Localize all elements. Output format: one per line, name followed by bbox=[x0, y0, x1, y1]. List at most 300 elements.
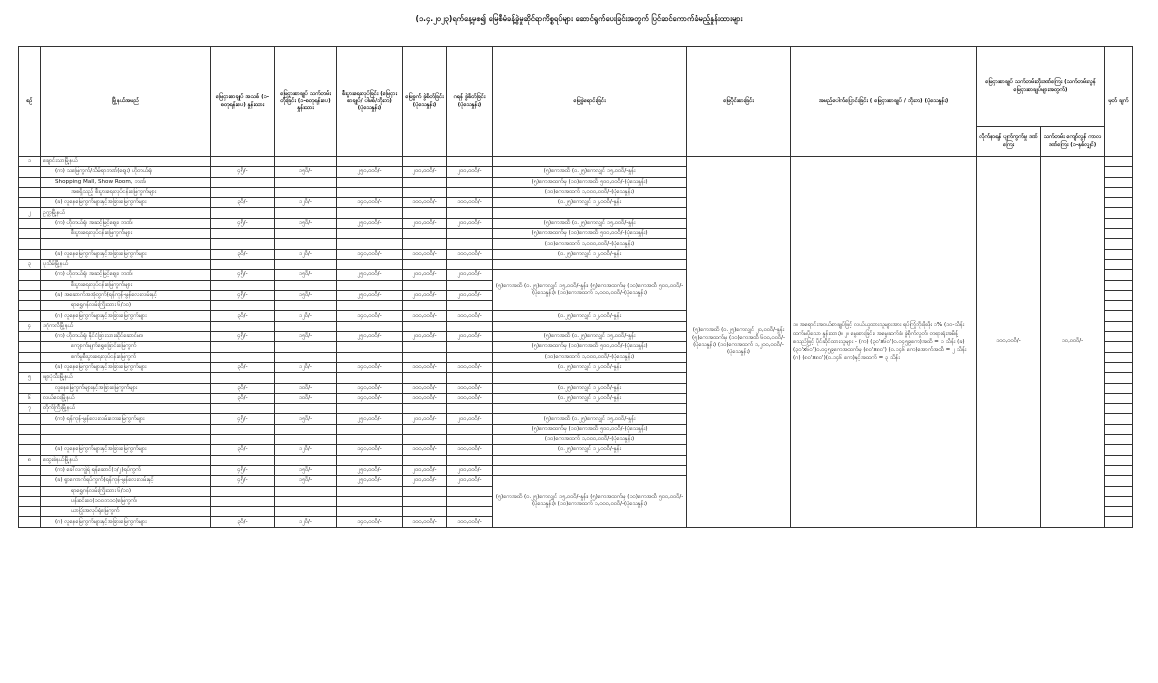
row-plot-division bbox=[403, 507, 447, 517]
row-land-subdivision-sale bbox=[493, 259, 687, 269]
row-township: လယ်ဝေးမြို့နယ် bbox=[41, 393, 211, 403]
row-lease-renewal-rate bbox=[275, 301, 337, 311]
row-township: Shopping Mall, Show Room, ဘဏ်၊ bbox=[41, 177, 211, 187]
row-remarks bbox=[1105, 290, 1133, 300]
row-plot-division: ၂ဝဝ,ဝဝဝိ/- bbox=[403, 414, 447, 424]
row-new-lease-rate bbox=[211, 157, 275, 167]
row-township: ကျောက်မျက်ရွှေခြောင်းမြေကွက် bbox=[41, 342, 211, 352]
row-serial: ၁ bbox=[19, 157, 41, 167]
row-lease-renewal-rate bbox=[275, 373, 337, 383]
row-land-subdivision-sale bbox=[493, 321, 687, 331]
row-remarks bbox=[1105, 187, 1133, 197]
row-serial bbox=[19, 301, 41, 311]
row-new-lease-rate bbox=[211, 486, 275, 496]
row-township: အစရှိသည့် စီးပွားရေးလုပ်ငန်းမြေကွက်များ bbox=[41, 187, 211, 197]
table-body bbox=[19, 157, 1133, 528]
row-serial bbox=[19, 383, 41, 393]
row-grant-division: ၂ဝဝ,ဝဝဝိ/- bbox=[447, 465, 493, 475]
header-land-subdivision-sale: မြေခွဲရောင်းခြင်း bbox=[493, 47, 687, 157]
row-lease-renewal-rate bbox=[275, 321, 337, 331]
row-plot-division bbox=[403, 486, 447, 496]
row-serial bbox=[19, 270, 41, 280]
row-new-lease-rate bbox=[211, 280, 275, 290]
row-serial: ၈ bbox=[19, 455, 41, 465]
row-land-subdivision-sale: (၁ဝ)ကေအထက် ၁,ဝဝဝ,ဝဝဝိ/-(ပုံသေနှုန်း) bbox=[493, 435, 687, 445]
row-plot-division: ၁ဝဝ,ဝဝဝိ/- bbox=[403, 249, 447, 259]
row-township: (ခ) လူနေမြေကွက်များနှင့်အခြားမြေကွက်များ bbox=[41, 362, 211, 372]
row-business-use bbox=[337, 435, 403, 445]
row-new-lease-rate: ၄၅ိ/- bbox=[211, 414, 275, 424]
row-business-use: ၂၅ဝ,ဝဝဝိ/- bbox=[337, 218, 403, 228]
row-grant-division bbox=[447, 352, 493, 362]
row-plot-division: ၁ဝဝ,ဝဝဝိ/- bbox=[403, 383, 447, 393]
row-land-subdivision-sale bbox=[493, 157, 687, 167]
row-lease-renewal-rate bbox=[275, 404, 337, 414]
row-lease-renewal-rate: ၁၂ဝိ/- bbox=[275, 249, 337, 259]
row-lease-renewal-rate bbox=[275, 435, 337, 445]
row-new-lease-rate: ၄၅ိ/- bbox=[211, 465, 275, 475]
row-remarks bbox=[1105, 157, 1133, 167]
row-land-subdivision-sale: (၅)ကေအထိ (၀.၂၅)ကေလျှင် ၁၅,ဝဝဝိ/-နှုန်း bbox=[493, 167, 687, 177]
row-business-use bbox=[337, 259, 403, 269]
row-grant-division bbox=[447, 435, 493, 445]
row-township bbox=[41, 435, 211, 445]
row-township: (ခ) အဆောက်အအုံတွက်(ရန်ကုန်-မွန်လေးလမ်းနှင့် bbox=[41, 290, 211, 300]
header-grant-division: ဂရန် ခွဲစိတ်ခြင်း (ပုံသေနှုန်း) bbox=[447, 47, 493, 157]
row-lease-renewal-rate: ၁၂ဝိ/- bbox=[275, 311, 337, 321]
row-remarks bbox=[1105, 352, 1133, 362]
row-serial bbox=[19, 496, 41, 506]
row-serial bbox=[19, 249, 41, 259]
row-lease-renewal-rate bbox=[275, 424, 337, 434]
row-new-lease-rate: ၄၅ိ/- bbox=[211, 290, 275, 300]
row-grant-division bbox=[447, 455, 493, 465]
row-remarks bbox=[1105, 332, 1133, 342]
row-lease-renewal-rate bbox=[275, 455, 337, 465]
row-new-lease-rate: ၃ဝိ/- bbox=[211, 517, 275, 527]
row-remarks bbox=[1105, 393, 1133, 403]
row-lease-renewal-rate: ၁၅ဝိ/- bbox=[275, 476, 337, 486]
row-business-use: ၂၅ဝ,ဝဝဝိ/- bbox=[337, 332, 403, 342]
row-serial bbox=[19, 198, 41, 208]
row-plot-division: ၂ဝဝ,ဝဝဝိ/- bbox=[403, 167, 447, 177]
row-plot-division bbox=[403, 157, 447, 167]
row-business-use bbox=[337, 301, 403, 311]
row-township: (က) ဟိုတယ်ရုံ၊ နိုင်ငံခြားသားဆိုင်ဆောင်မာ၊ bbox=[41, 332, 211, 342]
row-grant-division bbox=[447, 321, 493, 331]
row-township: စက်မှုစီးပွားရေးလုပ်ငန်းမြေကွက် bbox=[41, 352, 211, 362]
row-land-subdivision-sale: (၁ဝ)ကေအထက် ၁,ဝဝဝ,ဝဝဝိ/-(ပုံသေနှုန်း) bbox=[493, 352, 687, 362]
row-grant-division bbox=[447, 342, 493, 352]
row-business-use: ၁၄ဝ,ဝဝဝိ/- bbox=[337, 393, 403, 403]
header-overdue-penalty: သက်တမ်း ကျော်လွန် ကာလဒဏ်ကြေး (၁-နှစ်လျှင်) bbox=[1041, 127, 1105, 157]
row-new-lease-rate: ၄၅ိ/- bbox=[211, 167, 275, 177]
row-serial bbox=[19, 352, 41, 362]
row-land-subdivision-sale bbox=[493, 465, 687, 475]
row-grant-division bbox=[447, 507, 493, 517]
row-remarks bbox=[1105, 301, 1133, 311]
row-new-lease-rate: ၃ဝိ/- bbox=[211, 249, 275, 259]
row-lease-renewal-rate bbox=[275, 342, 337, 352]
row-new-lease-rate bbox=[211, 239, 275, 249]
row-remarks bbox=[1105, 198, 1133, 208]
row-township: ဥက္ကမြို့နယ် bbox=[41, 208, 211, 218]
row-serial bbox=[19, 445, 41, 455]
row-serial bbox=[19, 311, 41, 321]
row-lease-renewal-rate: ၁၅ဝိ/- bbox=[275, 332, 337, 342]
row-land-subdivision-sale: (၀.၂၅)ကေလျှင် ၁၂,ဝဝဝိ/-နှုန်း bbox=[493, 198, 687, 208]
row-township: (ခ) လူနေမြေကွက်များနှင့်အခြားမြေကွက်များ bbox=[41, 445, 211, 455]
row-township: (ဂ) လူနေမြေကွက်များနှင့်အခြားမြေကွက်များ bbox=[41, 517, 211, 527]
row-new-lease-rate: ၃ဝိ/- bbox=[211, 362, 275, 372]
row-serial: ၂ bbox=[19, 208, 41, 218]
row-remarks bbox=[1105, 239, 1133, 249]
header-business-use: စီးပွားရေးလုပ်ခြင်း (မြေငှားစာချုပ်/ ပါမစ်/ဘိုးဘ) (ပုံသေနှုန်း) bbox=[337, 47, 403, 157]
row-remarks bbox=[1105, 229, 1133, 239]
row-grant-division bbox=[447, 259, 493, 269]
row-lease-renewal-rate bbox=[275, 496, 337, 506]
row-land-subdivision-sale-merged: (၅)ကေအထိ (၀.၂၅)ကေလျှင် ၁၅,ဝဝဝိ/-နှုန်း၊ (၅)ကေအထက်မှ (၁ဝ)ကေအထိ ၅ဝဝ,ဝဝဝိ/-(ပုံသေနှုန်း)၊ (၁ဝ)ကေအထက် ၁,ဝဝဝ,ဝဝဝိ/-(ပုံသေနှုန်း) bbox=[493, 476, 687, 527]
row-plot-division bbox=[403, 177, 447, 187]
row-serial bbox=[19, 187, 41, 197]
row-land-subdivision-sale: (၁ဝ)ကေအထက် ၁,ဝဝဝ,ဝဝဝိ/-(ပုံသေနှုန်း) bbox=[493, 239, 687, 249]
row-new-lease-rate bbox=[211, 177, 275, 187]
row-business-use bbox=[337, 208, 403, 218]
row-new-lease-rate: ၄၅ိ/- bbox=[211, 332, 275, 342]
row-serial bbox=[19, 280, 41, 290]
row-grant-division: ၂ဝဝ,ဝဝဝိ/- bbox=[447, 476, 493, 486]
row-remarks bbox=[1105, 507, 1133, 517]
row-business-use: ၁၄ဝ,ဝဝဝိ/- bbox=[337, 311, 403, 321]
row-business-use: ၁၄ဝ,ဝဝဝိ/- bbox=[337, 445, 403, 455]
row-remarks bbox=[1105, 218, 1133, 228]
row-serial bbox=[19, 424, 41, 434]
row-serial bbox=[19, 229, 41, 239]
row-plot-division bbox=[403, 424, 447, 434]
noncompliance-penalty-value: ၁၀၀,၀၀၀ိ/- bbox=[977, 157, 1041, 528]
row-plot-division: ၁ဝဝ,ဝဝဝိ/- bbox=[403, 311, 447, 321]
row-plot-division: ၂ဝဝ,ဝဝဝိ/- bbox=[403, 290, 447, 300]
row-remarks bbox=[1105, 311, 1133, 321]
row-land-subdivision-sale: (၀.၂၅)ကေလျှင် ၁၂,ဝဝဝိ/-နှုန်း bbox=[493, 362, 687, 372]
overdue-penalty-value: ၁၀,၀၀၀ိ/- bbox=[1041, 157, 1105, 528]
row-township: ထွေးခဲနယ်မြို့နယ် bbox=[41, 455, 211, 465]
row-lease-renewal-rate: ၁ဝဝိ/- bbox=[275, 383, 337, 393]
row-grant-division: ၂ဝဝ,ဝဝဝိ/- bbox=[447, 290, 493, 300]
row-business-use: ၁၄ဝ,ဝဝဝိ/- bbox=[337, 517, 403, 527]
row-business-use bbox=[337, 229, 403, 239]
row-township: (က) ရန်ကုန်-မွန်လေးလမ်းဘေးမြေကွက်များ bbox=[41, 414, 211, 424]
row-land-subdivision-sale: (၅)ကေအထက်မှ (၁ဝ)ကေအထိ ၅ဝဝ,ဝဝဝိ/-(ပုံသေနှုန်း) bbox=[493, 342, 687, 352]
row-lease-renewal-rate: ၁၂ဝိ/- bbox=[275, 362, 337, 372]
row-new-lease-rate bbox=[211, 435, 275, 445]
row-new-lease-rate bbox=[211, 424, 275, 434]
row-business-use: ၂၅ဝ,ဝဝဝိ/- bbox=[337, 290, 403, 300]
row-lease-renewal-rate bbox=[275, 239, 337, 249]
row-serial bbox=[19, 218, 41, 228]
row-business-use: ၂၅ဝ,ဝဝဝိ/- bbox=[337, 270, 403, 280]
row-township: (က) ဟိုတယ်ရုံ၊ အဆင့်မြင့်ဈေး၊ ဘဏ်၊ bbox=[41, 218, 211, 228]
row-plot-division bbox=[403, 229, 447, 239]
header-serial: စဉ် bbox=[19, 47, 41, 157]
header-name-transfer: အမည်ပေါက်ပြောင်းခြင်း ( မြေငှားစာချုပ် / ဘိုးဘ) (ပုံသေနှုန်း) bbox=[791, 47, 977, 157]
row-remarks bbox=[1105, 455, 1133, 465]
row-serial bbox=[19, 362, 41, 372]
row-lease-renewal-rate: ၁၅ဝိ/- bbox=[275, 465, 337, 475]
row-new-lease-rate bbox=[211, 455, 275, 465]
row-grant-division bbox=[447, 208, 493, 218]
row-business-use bbox=[337, 404, 403, 414]
name-transfer-value: ၁။ အရောင်းအဝယ်စာချုပ်ဖြင့် လယ်ယူထားသူများအား ရပ်ကြုံဘိုးဖိုးဖိုး ၁% (၁၀-သိန်းထက်မပိုသော နှုန်းထား)။ ၂။ မွေးစားခြင်း၊ အမွေဆက်ခံ၊ ခွဲစိုက်လှုတ်၊ တရားရုံးအမိန့် စသည်ဖြင့် ပိုင်ဆိုင်ထားသူများ - (က) (၃၀'x၆၀')၀.၀၄၅၉ကေ)အထိ = ၁ သိန်း (ခ) (၃၀'x၆၀')၀.၀၄၅၉ကေအထက်မှ (၈၀'x၈၀') (၀.၁၄၆ ကေ)အောက်အထိ = ၂ သိန်း (ဂ) (၈၀'x၈၀')(၀.၁၄၆ ကေ)နှင့်အထက် = ၃ သိန်း bbox=[791, 157, 977, 528]
row-business-use bbox=[337, 507, 403, 517]
row-plot-division bbox=[403, 259, 447, 269]
row-remarks bbox=[1105, 435, 1133, 445]
row-serial: ၅ bbox=[19, 373, 41, 383]
row-grant-division: ၁ဝဝ,ဝဝဝိ/- bbox=[447, 362, 493, 372]
row-township: (ခ) လူနေမြေကွက်များနှင့်အခြားမြေကွက်များ bbox=[41, 249, 211, 259]
row-land-subdivision-sale: (၁ဝ)ကေအထက် ၁,ဝဝဝ,ဝဝဝိ/-(ပုံသေနှုန်း) bbox=[493, 187, 687, 197]
row-grant-division bbox=[447, 373, 493, 383]
row-business-use: ၂၅ဝ,ဝဝဝိ/- bbox=[337, 476, 403, 486]
row-township: စီးပွားရေးလုပ်ငန်းမြေကွက်များ bbox=[41, 280, 211, 290]
row-serial bbox=[19, 414, 41, 424]
row-serial bbox=[19, 435, 41, 445]
row-business-use bbox=[337, 455, 403, 465]
row-land-subdivision-sale: (၀.၂၅)ကေလျှင် ၁၂,ဝဝဝိ/-နှုန်း bbox=[493, 393, 687, 403]
row-township: တိုက်ကြီးမြို့နယ် bbox=[41, 404, 211, 414]
row-township: (ခ) လူနေမြေကွက်များနှင့်အခြားမြေကွက်များ bbox=[41, 198, 211, 208]
row-serial bbox=[19, 332, 41, 342]
row-land-subdivision-sale: (၅)ကေအထက်မှ (၁ဝ)ကေအထိ ၅ဝဝ,ဝဝဝိ/-(ပုံသေနှုန်း) bbox=[493, 229, 687, 239]
row-grant-division bbox=[447, 301, 493, 311]
header-land-merge: မြေပိုင်းစားခြင်း bbox=[687, 47, 791, 157]
row-serial bbox=[19, 239, 41, 249]
row-remarks bbox=[1105, 496, 1133, 506]
row-business-use: ၁၄ဝ,ဝဝဝိ/- bbox=[337, 249, 403, 259]
row-serial bbox=[19, 476, 41, 486]
row-business-use bbox=[337, 352, 403, 362]
row-business-use: ၂၅ဝ,ဝဝဝိ/- bbox=[337, 465, 403, 475]
row-remarks bbox=[1105, 342, 1133, 352]
row-plot-division: ၁ဝဝ,ဝဝဝိ/- bbox=[403, 517, 447, 527]
row-township: ပုသိမ်မြို့နယ် bbox=[41, 259, 211, 269]
row-plot-division: ၁ဝဝ,ဝဝဝိ/- bbox=[403, 445, 447, 455]
row-lease-renewal-rate bbox=[275, 486, 337, 496]
row-plot-division: ၂ဝဝ,ဝဝဝိ/- bbox=[403, 270, 447, 280]
row-new-lease-rate: ၃ဝိ/- bbox=[211, 198, 275, 208]
row-grant-division bbox=[447, 280, 493, 290]
row-new-lease-rate bbox=[211, 507, 275, 517]
row-land-subdivision-sale bbox=[493, 455, 687, 465]
row-land-subdivision-sale bbox=[493, 373, 687, 383]
row-remarks bbox=[1105, 270, 1133, 280]
row-township: စီးပွားရေးလုပ်ငန်းမြေကွက်များ bbox=[41, 229, 211, 239]
header-lease-renewal-rate: မြေငှားစာချုပ် သက်တမ်း တိုးခြင်း (၁-စတုရန်းပေ) နှုန်းထား bbox=[275, 47, 337, 157]
row-business-use bbox=[337, 187, 403, 197]
row-grant-division: ၂ဝဝ,ဝဝဝိ/- bbox=[447, 218, 493, 228]
row-lease-renewal-rate bbox=[275, 187, 337, 197]
row-new-lease-rate bbox=[211, 352, 275, 362]
row-remarks bbox=[1105, 476, 1133, 486]
row-land-subdivision-sale: (၀.၂၅)ကေလျှင် ၁၂,ဝဝဝိ/-နှုန်း bbox=[493, 249, 687, 259]
row-remarks bbox=[1105, 280, 1133, 290]
row-plot-division: ၂ဝဝ,ဝဝဝိ/- bbox=[403, 332, 447, 342]
row-remarks bbox=[1105, 424, 1133, 434]
row-remarks bbox=[1105, 249, 1133, 259]
row-remarks bbox=[1105, 321, 1133, 331]
row-new-lease-rate bbox=[211, 187, 275, 197]
document-title: (၁.၄.၂၀၂၃)ရက်နေ့မှစ၍ မြေစီမံခန့်ခွဲမှုဆိုင်ရာကိစ္စရပ်များ ဆောင်ရွက်ပေးခြင်းအတွက် ပြင်ဆင်ကောက်ခံမည့်နှုန်းထားများ bbox=[415, 14, 743, 23]
row-township: (ခ) ရွာကောက်ရပ်ကွက်(ရန်ကုန်-မွန်လေးလမ်းနှင့် bbox=[41, 476, 211, 486]
row-business-use bbox=[337, 424, 403, 434]
row-land-subdivision-sale bbox=[493, 208, 687, 218]
row-new-lease-rate bbox=[211, 259, 275, 269]
header-plot-division: မြေခွက် ခွဲစိတ်ခြင်း (ပုံသေနှုန်း) bbox=[403, 47, 447, 157]
row-remarks bbox=[1105, 445, 1133, 455]
row-land-subdivision-sale: (၀.၂၅)ကေလျှင် ၁၂,ဝဝဝိ/-နှုန်း bbox=[493, 383, 687, 393]
row-township: ယာပြုံးအလုပ်ရုံမြေကွက် bbox=[41, 507, 211, 517]
header-noncompliance-penalty: လိုက်နာရန် ပျက်ကွက်မှု ဒဏ်ကြေး bbox=[977, 127, 1041, 157]
row-plot-division bbox=[403, 301, 447, 311]
row-business-use bbox=[337, 321, 403, 331]
row-township: (က) ဟိုတယ်ရုံ၊ အဆင့်မြင့်ဈေး၊ ဘဏ်၊ bbox=[41, 270, 211, 280]
row-serial: ၄ bbox=[19, 321, 41, 331]
row-plot-division: ၂ဝဝ,ဝဝဝိ/- bbox=[403, 218, 447, 228]
row-grant-division bbox=[447, 187, 493, 197]
row-grant-division: ၁ဝဝ,ဝဝဝိ/- bbox=[447, 311, 493, 321]
row-new-lease-rate: ၃ဝိ/- bbox=[211, 445, 275, 455]
row-lease-renewal-rate bbox=[275, 229, 337, 239]
row-land-subdivision-sale: (၅)ကေအထိ (၀.၂၅)ကေလျှင် ၁၅,ဝဝဝိ/-နှုန်း bbox=[493, 218, 687, 228]
row-township: ရာရွှေဂန်လမ်းကြိုးထား ၆/၁၀) bbox=[41, 301, 211, 311]
row-grant-division: ၂ဝဝ,ဝဝဝိ/- bbox=[447, 414, 493, 424]
row-grant-division bbox=[447, 157, 493, 167]
row-grant-division: ၁ဝဝ,ဝဝဝိ/- bbox=[447, 445, 493, 455]
row-serial bbox=[19, 486, 41, 496]
row-serial bbox=[19, 465, 41, 475]
row-grant-division: ၁ဝဝ,ဝဝဝိ/- bbox=[447, 383, 493, 393]
row-business-use: ၁၄ဝ,ဝဝဝိ/- bbox=[337, 198, 403, 208]
row-plot-division bbox=[403, 342, 447, 352]
row-grant-division: ၁ဝဝ,ဝဝဝိ/- bbox=[447, 249, 493, 259]
row-remarks bbox=[1105, 404, 1133, 414]
row-serial: ၇ bbox=[19, 404, 41, 414]
row-remarks bbox=[1105, 177, 1133, 187]
row-serial bbox=[19, 167, 41, 177]
row-new-lease-rate bbox=[211, 208, 275, 218]
fee-schedule-table bbox=[18, 46, 1133, 528]
row-remarks bbox=[1105, 465, 1133, 475]
row-plot-division: ၂ဝဝ,ဝဝဝိ/- bbox=[403, 476, 447, 486]
row-plot-division bbox=[403, 373, 447, 383]
row-lease-renewal-rate: ၁၂ဝိ/- bbox=[275, 517, 337, 527]
row-lease-renewal-rate bbox=[275, 352, 337, 362]
row-lease-renewal-rate: ၁၅ဝိ/- bbox=[275, 414, 337, 424]
row-remarks bbox=[1105, 259, 1133, 269]
row-grant-division: ၂ဝဝ,ဝဝဝိ/- bbox=[447, 167, 493, 177]
row-new-lease-rate bbox=[211, 404, 275, 414]
row-grant-division bbox=[447, 496, 493, 506]
row-business-use: ၁၄ဝ,ဝဝဝိ/- bbox=[337, 362, 403, 372]
row-plot-division bbox=[403, 280, 447, 290]
row-township: ပန်းစင်းဝေ(၁၀၀ဘ၁၀)မြေကွက်၊ bbox=[41, 496, 211, 506]
row-plot-division bbox=[403, 352, 447, 362]
row-remarks bbox=[1105, 362, 1133, 372]
row-lease-renewal-rate: ၁၂ဝိ/- bbox=[275, 445, 337, 455]
row-plot-division: ၁ဝဝ,ဝဝဝိ/- bbox=[403, 362, 447, 372]
row-plot-division bbox=[403, 208, 447, 218]
row-plot-division bbox=[403, 239, 447, 249]
row-new-lease-rate: ၃ဝိ/- bbox=[211, 393, 275, 403]
row-business-use: ၂၅ဝ,ဝဝဝိ/- bbox=[337, 414, 403, 424]
row-serial bbox=[19, 342, 41, 352]
row-grant-division: ၂ဝဝ,ဝဝဝိ/- bbox=[447, 270, 493, 280]
row-new-lease-rate: ၃ဝိ/- bbox=[211, 383, 275, 393]
row-business-use bbox=[337, 486, 403, 496]
row-grant-division: ၁ဝဝ,ဝဝဝိ/- bbox=[447, 393, 493, 403]
row-business-use bbox=[337, 239, 403, 249]
row-business-use bbox=[337, 157, 403, 167]
row-land-subdivision-sale: (၅)ကေအထက်မှ (၁ဝ)ကေအထိ ၅ဝဝ,ဝဝဝိ/-(ပုံသေနှုန်း) bbox=[493, 424, 687, 434]
row-township: ရာရွှေဂန်လမ်းကြိုးထား ၆/၁၀) bbox=[41, 486, 211, 496]
row-lease-renewal-rate bbox=[275, 208, 337, 218]
row-grant-division bbox=[447, 424, 493, 434]
row-grant-division: ၂ဝဝ,ဝဝဝိ/- bbox=[447, 332, 493, 342]
row-business-use bbox=[337, 373, 403, 383]
row-remarks bbox=[1105, 373, 1133, 383]
row-plot-division bbox=[403, 435, 447, 445]
row-new-lease-rate bbox=[211, 321, 275, 331]
row-business-use bbox=[337, 177, 403, 187]
row-serial: ၃ bbox=[19, 259, 41, 269]
row-new-lease-rate bbox=[211, 342, 275, 352]
row-land-subdivision-sale: (၅)ကေအထက်မှ (၁ဝ)ကေအထိ ၅ဝဝ,ဝဝဝိ/-(ပုံသေနှုန်း) bbox=[493, 177, 687, 187]
merge-column-value: (၅)ကေအထိ (၀.၂၅)ကေလျှင် ၂၀,ဝဝဝိ/-နှုန်း (၅)ကေအထက်မှ (၁ဝ)ကေအထိ ၆ဝဝ,ဝဝဝိ/-(ပုံသေနှုန်း) (၁ဝ)ကေအထက် ၁,၂ဝဝ,ဝဝဝိ/-(ပုံသေနှုန်း) bbox=[687, 157, 791, 528]
row-serial bbox=[19, 517, 41, 527]
row-plot-division bbox=[403, 187, 447, 197]
row-plot-division bbox=[403, 404, 447, 414]
row-business-use: ၂၅ဝ,ဝဝဝိ/- bbox=[337, 167, 403, 177]
row-township bbox=[41, 239, 211, 249]
header-remarks: မှတ် ချက် bbox=[1105, 47, 1133, 157]
row-township: ဒဂုံကလိမြို့နယ် bbox=[41, 321, 211, 331]
row-new-lease-rate: ၄၅ိ/- bbox=[211, 270, 275, 280]
row-lease-renewal-rate: ၁၅ဝိ/- bbox=[275, 218, 337, 228]
row-new-lease-rate bbox=[211, 496, 275, 506]
row-grant-division bbox=[447, 404, 493, 414]
row-serial: ၆ bbox=[19, 393, 41, 403]
row-remarks bbox=[1105, 486, 1133, 496]
row-township bbox=[41, 424, 211, 434]
row-grant-division bbox=[447, 177, 493, 187]
row-business-use bbox=[337, 280, 403, 290]
row-grant-division bbox=[447, 229, 493, 239]
row-land-subdivision-sale: (၀.၂၅)ကေလျှင် ၁၂,ဝဝဝိ/-နှုန်း bbox=[493, 445, 687, 455]
row-business-use: ၁၄ဝ,ဝဝဝိ/- bbox=[337, 383, 403, 393]
row-remarks bbox=[1105, 414, 1133, 424]
row-remarks bbox=[1105, 167, 1133, 177]
header-new-lease-rate: မြေငှားစာချုပ် အသစ် (၁-စတုရန်းပေ) နှုန်းထား bbox=[211, 47, 275, 157]
row-serial bbox=[19, 177, 41, 187]
table-row bbox=[19, 157, 1133, 167]
row-lease-renewal-rate bbox=[275, 157, 337, 167]
row-business-use bbox=[337, 342, 403, 352]
row-plot-division bbox=[403, 321, 447, 331]
row-lease-renewal-rate: ၁၂ဝိ/- bbox=[275, 198, 337, 208]
row-new-lease-rate bbox=[211, 301, 275, 311]
header-penalty-group: မြေငှားစာချုပ် သက်တမ်းတိုးဒဏ်ကြေး (သက်တမ်းလွန် မြေငှားစာချုပ်များအတွက်) bbox=[977, 47, 1105, 127]
row-lease-renewal-rate bbox=[275, 507, 337, 517]
